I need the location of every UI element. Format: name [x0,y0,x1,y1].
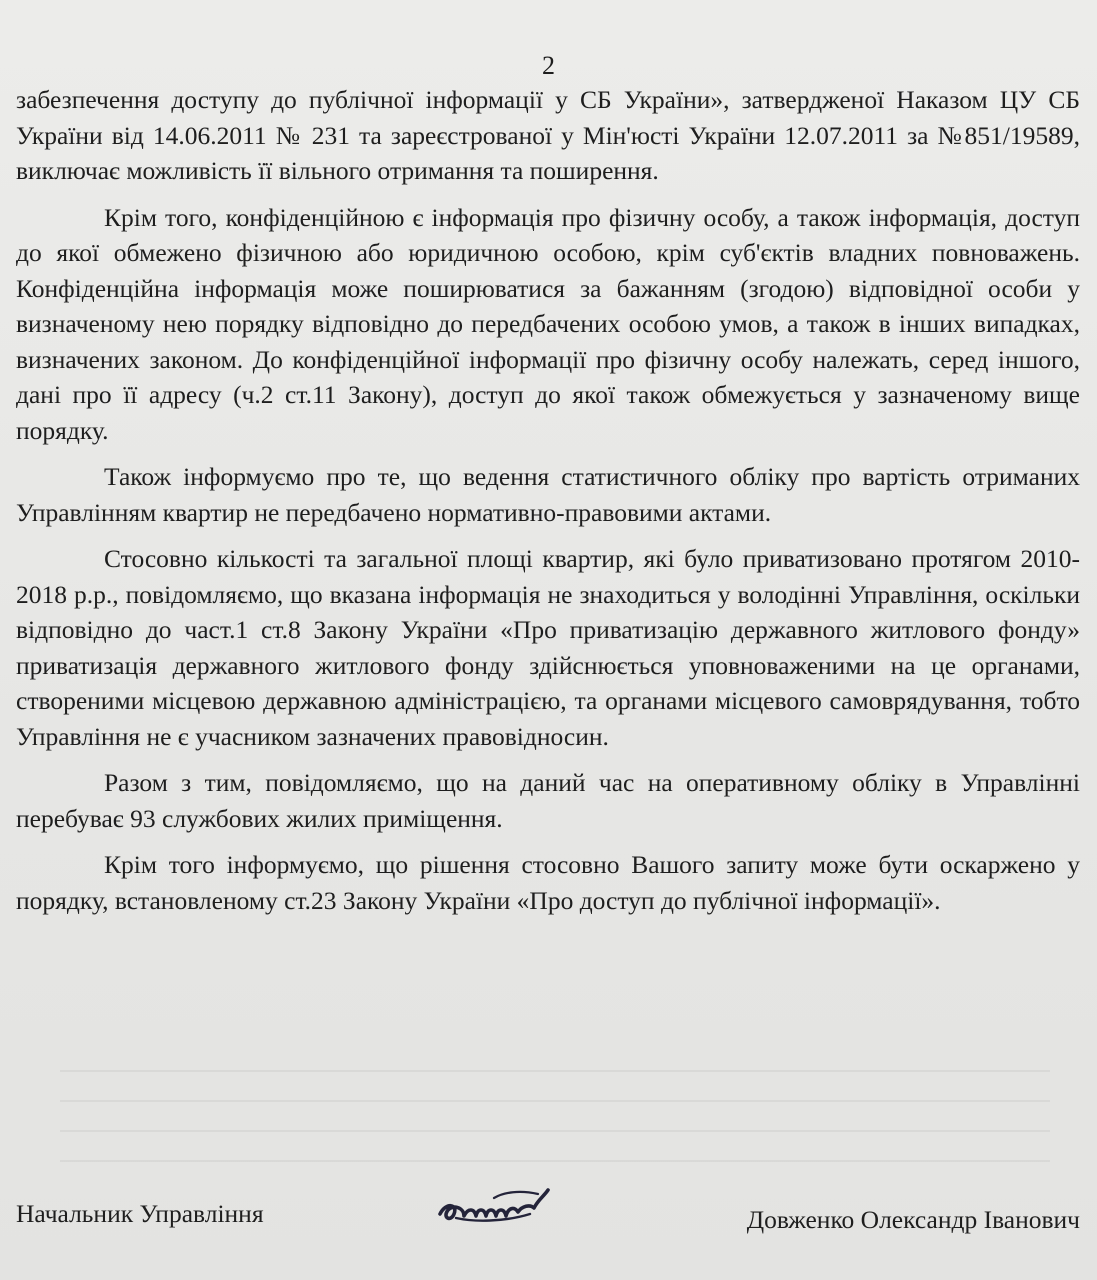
paragraph-6: Крім того інформуємо, що рішення стосовно Вашого запиту може бути оскаржено у порядку, встановленому ст.23 Закону України «Про доступ до публічної інформації». [16,850,1080,915]
signatory-name: Довженко Олександр Іванович [746,1205,1080,1234]
signature-block [16,1192,1080,1242]
paragraph-2: Крім того, конфіденційною є інформація про фізичну особу, а також інформація, доступ до якої обмежено фізичною або юридичною особою, крім суб'єктів владних повноважень. Конфіденційна інформація може поширюватися за бажанням (згодою) відповідної особи у визначеному нею порядку відповідно до передбачених особою умов, а також в інших випадках, визначених законом. До конфіденційної інформації про фізичну особу належать, серед іншого, дані про її адресу (ч.2 ст.11 Закону), доступ до якої також обмежується у зазначеному вище порядку. [16,202,1080,445]
page-number: 2 [542,51,555,80]
letter-body [16,82,1080,918]
paragraph-4: Стосовно кількості та загальної площі квартир, які було приватизовано протягом 2010-2018 р.р., повідомляємо, що вказана інформація не знаходиться у володінні Управління, оскільки відповідно до част.1 ст.8 Закону України «Про приватизацію державного житлового фонду» приватизація державного житлового фонду здійснюється уповноваженими на це органами, створеними місцевою державною адміністрацією, та органами місцевого самоврядування, тобто Управління не є учасником зазначених правовідносин. [16,544,1080,751]
show-through-ghost-text [60,1070,1050,1180]
paragraph-3: Також інформуємо про те, що ведення статистичного обліку про вартість отриманих Управлінням квартир не передбачено нормативно-правовими актами. [16,462,1080,527]
signatory-position: Начальник Управління [16,1199,264,1228]
paragraph-5: Разом з тим, повідомляємо, що на даний час на оперативному обліку в Управлінні перебуває 93 службових жилих приміщення. [16,768,1080,833]
handwritten-signature [434,1178,554,1234]
paragraph-1: забезпечення доступу до публічної інформації у СБ України», затвердженої Наказом ЦУ СБ України від 14.06.2011 № 231 та зареєстрованої у Мін'юсті України 12.07.2011 за №851/19589, виключає можливість її вільного отримання та поширення. [16,85,1080,185]
